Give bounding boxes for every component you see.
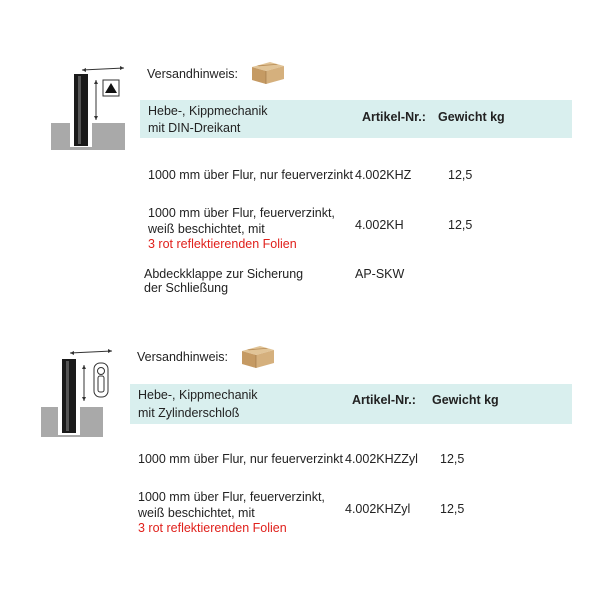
row-article-number: 4.002KH	[355, 218, 404, 232]
shipping-label: Versandhinweis:	[137, 350, 229, 364]
retractable-bollard-cylinder-lock-icon	[38, 345, 118, 440]
column-header-weight: Gewicht kg	[438, 110, 505, 124]
shipping-label: Versandhinweis:	[147, 67, 239, 81]
row-description: weiß beschichtet, mit	[148, 222, 265, 236]
row-description: weiß beschichtet, mit	[138, 506, 255, 520]
row-description: 1000 mm über Flur, nur feuerverzinkt	[148, 168, 353, 182]
row-article-number: 4.002KHZyl	[345, 502, 411, 516]
package-box-icon	[238, 342, 278, 370]
row-description: Abdeckklappe zur Sicherung	[144, 267, 304, 281]
row-description: 1000 mm über Flur, feuerverzinkt,	[148, 206, 335, 220]
column-header-article: Artikel-Nr.:	[362, 110, 426, 124]
mechanism-line-2: mit DIN-Dreikant	[148, 121, 241, 135]
row-description: der Schließung	[144, 281, 229, 295]
row-description: 1000 mm über Flur, nur feuerverzinkt	[138, 452, 343, 466]
mechanism-line-1: Hebe-, Kippmechanik	[148, 104, 268, 118]
row-article-number: 4.002KHZZyl	[345, 452, 418, 466]
mechanism-line-1: Hebe-, Kippmechanik	[138, 388, 258, 402]
retractable-bollard-triangle-key-icon	[48, 60, 128, 155]
mechanism-line-2: mit Zylinderschloß	[138, 406, 240, 420]
row-weight: 12,5	[448, 218, 473, 232]
row-highlight: 3 rot reflektierenden Folien	[138, 521, 287, 535]
row-description: 1000 mm über Flur, feuerverzinkt,	[138, 490, 325, 504]
row-weight: 12,5	[440, 452, 465, 466]
row-weight: 12,5	[440, 502, 465, 516]
row-article-number: AP-SKW	[355, 267, 405, 281]
package-box-icon	[248, 58, 288, 86]
row-weight: 12,5	[448, 168, 473, 182]
column-header-article: Artikel-Nr.:	[352, 393, 416, 407]
row-highlight: 3 rot reflektierenden Folien	[148, 237, 297, 251]
row-article-number: 4.002KHZ	[355, 168, 412, 182]
column-header-weight: Gewicht kg	[432, 393, 499, 407]
